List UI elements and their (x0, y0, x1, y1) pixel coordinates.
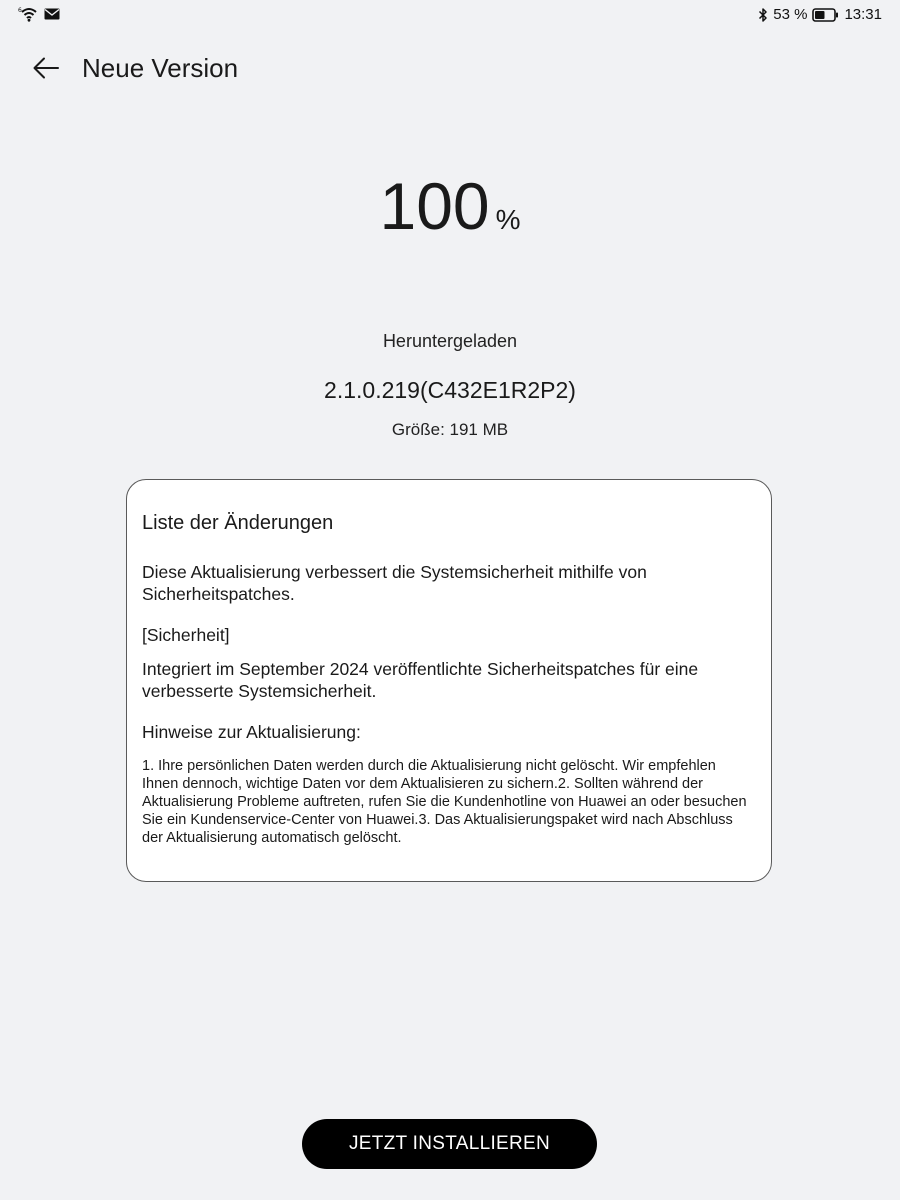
update-notes-title: Hinweise zur Aktualisierung: (142, 722, 361, 742)
clock: 13:31 (844, 6, 882, 23)
wifi-icon (18, 6, 38, 22)
install-now-button[interactable]: JETZT INSTALLIEREN (302, 1119, 597, 1169)
changelog-title: Liste der Änderungen (142, 512, 334, 534)
changelog-intro: Diese Aktualisierung verbessert die Systemsicherheit mithilfe von Sicherheitspatches. (142, 562, 647, 604)
status-right-icons (758, 6, 882, 23)
changelog-card (126, 479, 772, 882)
version-number: 2.1.0.219(C432E1R2P2) (324, 377, 576, 403)
top-app-bar (0, 44, 900, 94)
changelog-section-text: Integriert im September 2024 veröffentlichte Sicherheitspatches für eine verbesserte Systemsicherheit. (142, 659, 699, 701)
download-status: Heruntergeladen (382, 331, 518, 351)
status-left-icons (18, 6, 60, 22)
progress-unit: % (495, 204, 521, 235)
progress-value: 100 (379, 169, 490, 243)
svg-text:6: 6 (18, 7, 22, 14)
status-bar (0, 0, 900, 32)
page-title: Neue Version (82, 53, 239, 83)
battery-icon (812, 8, 839, 22)
arrow-left-icon (31, 56, 61, 80)
changelog-section-title: [Sicherheit] (142, 625, 230, 645)
download-progress (0, 168, 900, 244)
update-notes-text: 1. Ihre persönlichen Daten werden durch die Aktualisierung nicht gelöscht. Wir empfehlen Ihnen dennoch, wichtige Daten vor dem Aktualisieren zu sichern.2. Sollten während der Aktualisierung Probleme auftreten, rufen Sie die Kundenhotline von Huawei an oder besuchen Sie ein Kundenservice-Center von Huawei.3. Das Aktualisierungspaket wird nach Abschluss der Aktualisierung automatisch gelöscht. (142, 758, 747, 846)
back-button[interactable] (26, 48, 66, 88)
mail-icon (44, 8, 60, 20)
bluetooth-icon (758, 7, 768, 23)
battery-percent: 53 % (773, 6, 808, 23)
package-size: Größe: 191 MB (391, 420, 509, 439)
